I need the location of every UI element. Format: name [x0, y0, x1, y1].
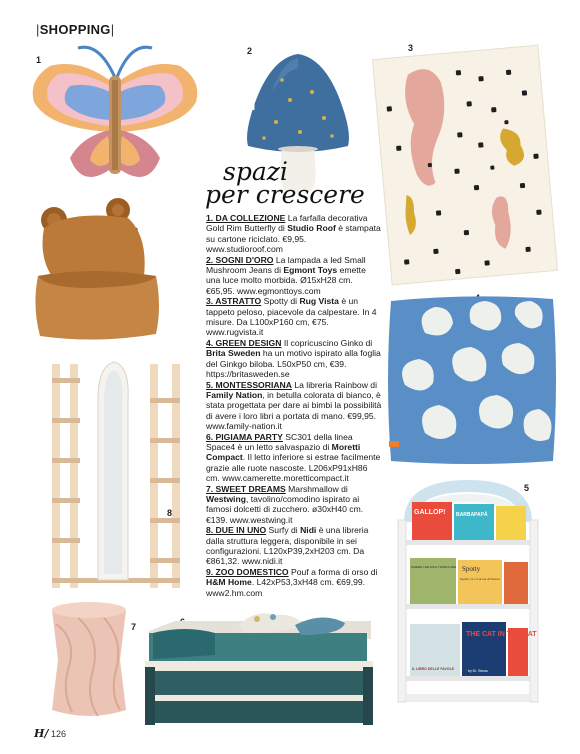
entry-text: Surfy di [266, 525, 301, 536]
feature-title [205, 157, 385, 209]
header-divider: | [110, 22, 115, 37]
entry-heading: 5. MONTESSORIANA [206, 379, 292, 390]
item-number-1: 1 [36, 55, 42, 65]
entry-heading: 1. DA COLLEZIONE [206, 213, 286, 223]
entry-8 [206, 525, 382, 567]
entry-brand: Egmont Toys [283, 265, 338, 276]
entry-text: Marshmallow di [285, 483, 348, 494]
item-number-5: 5 [524, 483, 530, 493]
product-descriptions [206, 213, 382, 598]
spotty-rug-image [368, 40, 562, 290]
entry-text: è una libreria dalla struttura leggera, disponibile in sei configurazioni. L120xP39,2xH203 cm. Da €861,32. www.nidi.it [206, 525, 369, 567]
section-label: SHOPPING [39, 22, 111, 37]
entry-text: è un tappeto peloso, piacevole da calpestare. In 4 misure. Da L100xP160 cm, €75. www.rugvista.it [206, 296, 377, 338]
entry-text: è stampata su cartone riciclato. €9,95. www.studioroof.com [206, 223, 381, 255]
entry-1 [206, 213, 382, 255]
entry-heading: 9. ZOO DOMESTICO [206, 566, 289, 577]
butterfly-image [30, 40, 200, 210]
book-title-barbapapa: BARBAPAPÀ [456, 512, 488, 518]
trundle-bed-image [145, 603, 380, 725]
entry-heading: 4. GREEN DESIGN [206, 337, 282, 348]
entry-5 [206, 380, 382, 432]
section-header [36, 22, 114, 37]
book-title-gallop: GALLOP! [414, 509, 446, 516]
entry-brand: Brita Sweden [206, 348, 261, 359]
entry-3 [206, 296, 382, 338]
entry-heading: 6. PIGIAMA PARTY [206, 431, 283, 442]
entry-text: La lampada a led Small Mushroom Jeans di [206, 254, 366, 276]
title-line-1: spazi [223, 157, 288, 186]
book-title-wild-things: WHERE THE WILD THINGS ARE [411, 565, 457, 569]
item-number-2: 2 [247, 46, 253, 56]
page-footer [34, 727, 66, 740]
entry-7 [206, 484, 382, 526]
bear-pouf-image [32, 196, 162, 344]
entry-text: SC301 della linea Space4 è un letto salvaspazio di [206, 431, 353, 452]
entry-text: La libreria Rainbow di [291, 379, 377, 390]
item-number-7: 7 [131, 622, 137, 632]
entry-heading: 2. SOGNI D'ORO [206, 254, 274, 265]
entry-text: emette una luce molto morbida. Ø15xH28 cm. €65,95. www.egmonttoys.com [206, 265, 366, 296]
entry-9 [206, 567, 382, 598]
entry-brand: Studio Roof [287, 223, 336, 234]
entry-heading: 7. SWEET DREAMS [206, 483, 286, 494]
page-number: 126 [50, 729, 66, 739]
entry-text: Spotty di [261, 296, 300, 307]
entry-4 [206, 338, 382, 380]
entry-text: La farfalla decorativa Gold Rim Butterfly di [206, 213, 368, 234]
surfy-bookcase-image [48, 360, 188, 592]
entry-brand: Moretti Compact [206, 441, 361, 463]
entry-text: , in betulla colorata di bianco, è stata progettata per dare ai bimbi la possibilità di avere i loro libri a portata di mano. €99,95. www.family-nation.it [206, 389, 382, 432]
book-author-seuss: by Dr. Seuss [468, 669, 488, 673]
ginko-cushion-image [385, 293, 560, 468]
entry-2 [206, 255, 382, 297]
book-title-cat-in-hat: THE CAT IN THE HAT [466, 631, 537, 638]
entry-text: Pouf a forma di orso di [288, 566, 378, 577]
entry-6 [206, 432, 382, 484]
entry-text: , tavolino/comodino ispirato ai famosi dolcetti di zucchero. ø30xH40 cm. €139. www.westwing.it [206, 493, 364, 525]
book-title-spotty-treasure: Spotty va a Caccia di Tesoro [460, 577, 501, 581]
entry-brand: Nidi [300, 525, 317, 536]
entry-heading: 8. DUE IN UNO [206, 525, 267, 536]
book-title-favole: IL LIBRO DELLE FAVOLE [412, 667, 455, 671]
entry-text: ha un motivo ispirato alla foglia del Ginkgo biloba. L50xP50 cm, €39. https://britasweden.se [206, 348, 381, 380]
item-number-3: 3 [408, 43, 414, 53]
magazine-logo: H/ [34, 727, 49, 740]
entry-text: . L42xP53,3xH48 cm. €69,99. www2.hm.com [206, 577, 366, 598]
title-line-2: per crescere [205, 180, 365, 209]
rainbow-bookcase-image [396, 484, 540, 706]
entry-text: . Il letto inferiore si estrae facilmente grazie alle ruote nascoste. L206xP91xH86 cm. www.camerette.moretticompact.it [206, 452, 381, 484]
entry-heading: 3. ASTRATTO [206, 296, 262, 307]
book-title-spotty: Spotty [462, 565, 481, 573]
entry-brand: Family Nation [206, 389, 263, 400]
entry-brand: Westwing [206, 493, 246, 504]
item-number-8: 8 [167, 508, 173, 518]
marshmallow-stool-image [48, 600, 130, 718]
header-divider: | [36, 22, 40, 37]
entry-text: Il copricuscino Ginko di [281, 337, 373, 348]
entry-brand: H&M Home [206, 577, 252, 588]
entry-brand: Rug Vista [299, 296, 339, 307]
